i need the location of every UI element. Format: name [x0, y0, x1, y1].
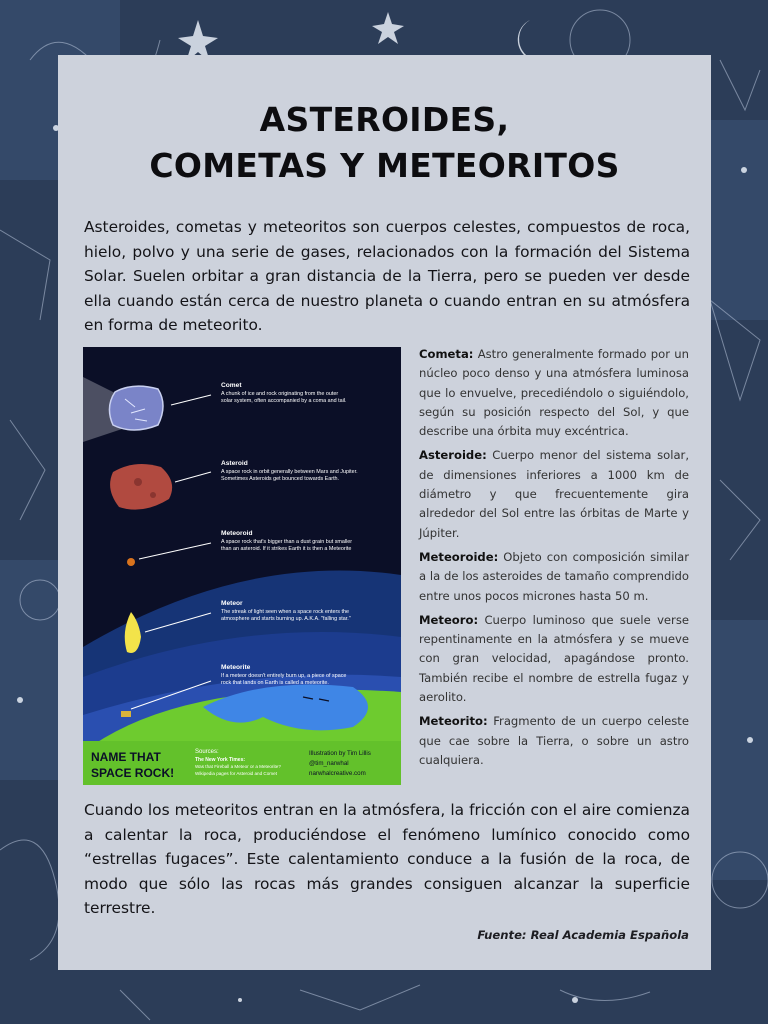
footer-name-1: NAME THAT [91, 750, 161, 764]
footer-credit-1: Illustration by Tim Lillis [309, 750, 371, 757]
comet-icon [109, 386, 163, 430]
asteroid-title: Asteroid [221, 460, 248, 467]
meteor-desc-2: atmosphere and starts burning up. A.K.A. "falling star." [221, 616, 351, 622]
definition-term: Asteroide: [419, 448, 487, 463]
definition-term: Meteorito: [419, 714, 488, 729]
definition-meteoro [419, 611, 689, 707]
footer-sources-label: Sources: [195, 749, 219, 755]
meteoroid-icon [127, 558, 135, 566]
title-line-1: ASTEROIDES, [259, 100, 510, 139]
space-rock-infographic [83, 347, 401, 785]
footer-sources-3: Wikipedia pages for Asteroid and Comet [195, 771, 277, 776]
definition-cometa [419, 345, 689, 441]
definitions-list [419, 345, 689, 775]
title-line-2: COMETAS Y METEORITOS [149, 146, 620, 185]
meteoroid-title: Meteoroid [221, 530, 253, 537]
comet-desc-1: A chunk of ice and rock originating from the outer [221, 391, 339, 397]
closing-paragraph: Cuando los meteoritos entran en la atmósfera, la fricción con el aire comienza a calentar la roca, produciéndose el fenómeno lumínico conocido como “estrellas fugaces”. Este calentamiento conduce a la fusión de la roca, de modo que sólo las rocas más grandes consiguen alcanzar la superficie terrestre. [84, 801, 690, 918]
intro-paragraph: Asteroides, cometas y meteoritos son cuerpos celestes, compuestos de roca, hielo, polvo y una serie de gases, relacionados con la formación del Sistema Solar. Suelen orbitar a gran distancia de la Tierra, pero se pueden ver desde ella cuando están cerca de nuestro planeta o cuando entran en su atmósfera en forma de meteorito. [84, 218, 690, 335]
definition-term: Meteoro: [419, 612, 479, 627]
definition-text: Fragmento de un cuerpo celeste que cae sobre la Tierra, o sobre un astro cualquiera. [419, 714, 689, 767]
definition-term: Cometa: [419, 347, 474, 361]
source-citation: Fuente: Real Academia Española [477, 928, 689, 942]
meteorite-icon [121, 711, 131, 717]
meteorite-desc-2: rock that lands on Earth is called a meteorite. [221, 680, 329, 686]
content-panel [58, 55, 711, 970]
definition-asteroide [419, 446, 689, 542]
meteoroid-desc-2: than an asteroid. If it strikes Earth it is then a Meteorite [221, 546, 352, 552]
definition-text: Cuerpo menor del sistema solar, de dimensiones inferiores a 1000 km de diámetro y que frecuentemente gira alrededor del Sol entre las órbitas de Marte y Júpiter. [419, 448, 689, 540]
meteoroid-desc-1: A space rock that's bigger than a dust grain but smaller [221, 539, 353, 545]
asteroid-desc-1: A space rock in orbit generally between Mars and Jupiter. [221, 469, 358, 475]
comet-desc-2: solar system, often accompanied by a coma and tail. [221, 398, 347, 404]
definition-term: Meteoroide: [419, 549, 499, 564]
asteroid-desc-2: Sometimes Asteroids get bounced towards Earth. [221, 476, 340, 482]
footer-credit-3: narwhalcreative.com [309, 770, 366, 777]
meteorite-title: Meteorite [221, 664, 251, 671]
page-title [58, 97, 711, 189]
meteor-title: Meteor [221, 600, 243, 607]
meteor-desc-1: The streak of light seen when a space rock enters the [221, 609, 349, 615]
footer-sources-2: Was that Fireball a Meteor or a Meteorite? [195, 764, 281, 769]
definition-meteorito [419, 712, 689, 770]
definition-text: Astro generalmente formado por un núcleo poco denso y una atmósfera luminosa que lo envuelve, precediéndolo o siguiéndolo, según su posición respecto del Sol, y que describe una órbita muy excéntrica. [419, 347, 689, 439]
footer-sources-1: The New York Times: [195, 757, 246, 763]
definition-text: Cuerpo luminoso que suele verse repentinamente en la atmósfera y se mueve con gran velocidad, apagándose pronto. También recibe el nombre de estrella fugaz y aerolito. [419, 612, 689, 705]
meteorite-desc-1: If a meteor doesn't entirely burn up, a piece of space [221, 673, 347, 679]
definition-text: Objeto con composición similar a la de los asteroides de tamaño comprendido entre unos pocos micrones hasta 50 m. [419, 549, 689, 603]
comet-title: Comet [221, 382, 242, 389]
footer-credit-2: @tim_narwhal [309, 760, 349, 767]
footer-name-2: SPACE ROCK! [91, 766, 175, 780]
definition-meteoroide [419, 548, 689, 606]
